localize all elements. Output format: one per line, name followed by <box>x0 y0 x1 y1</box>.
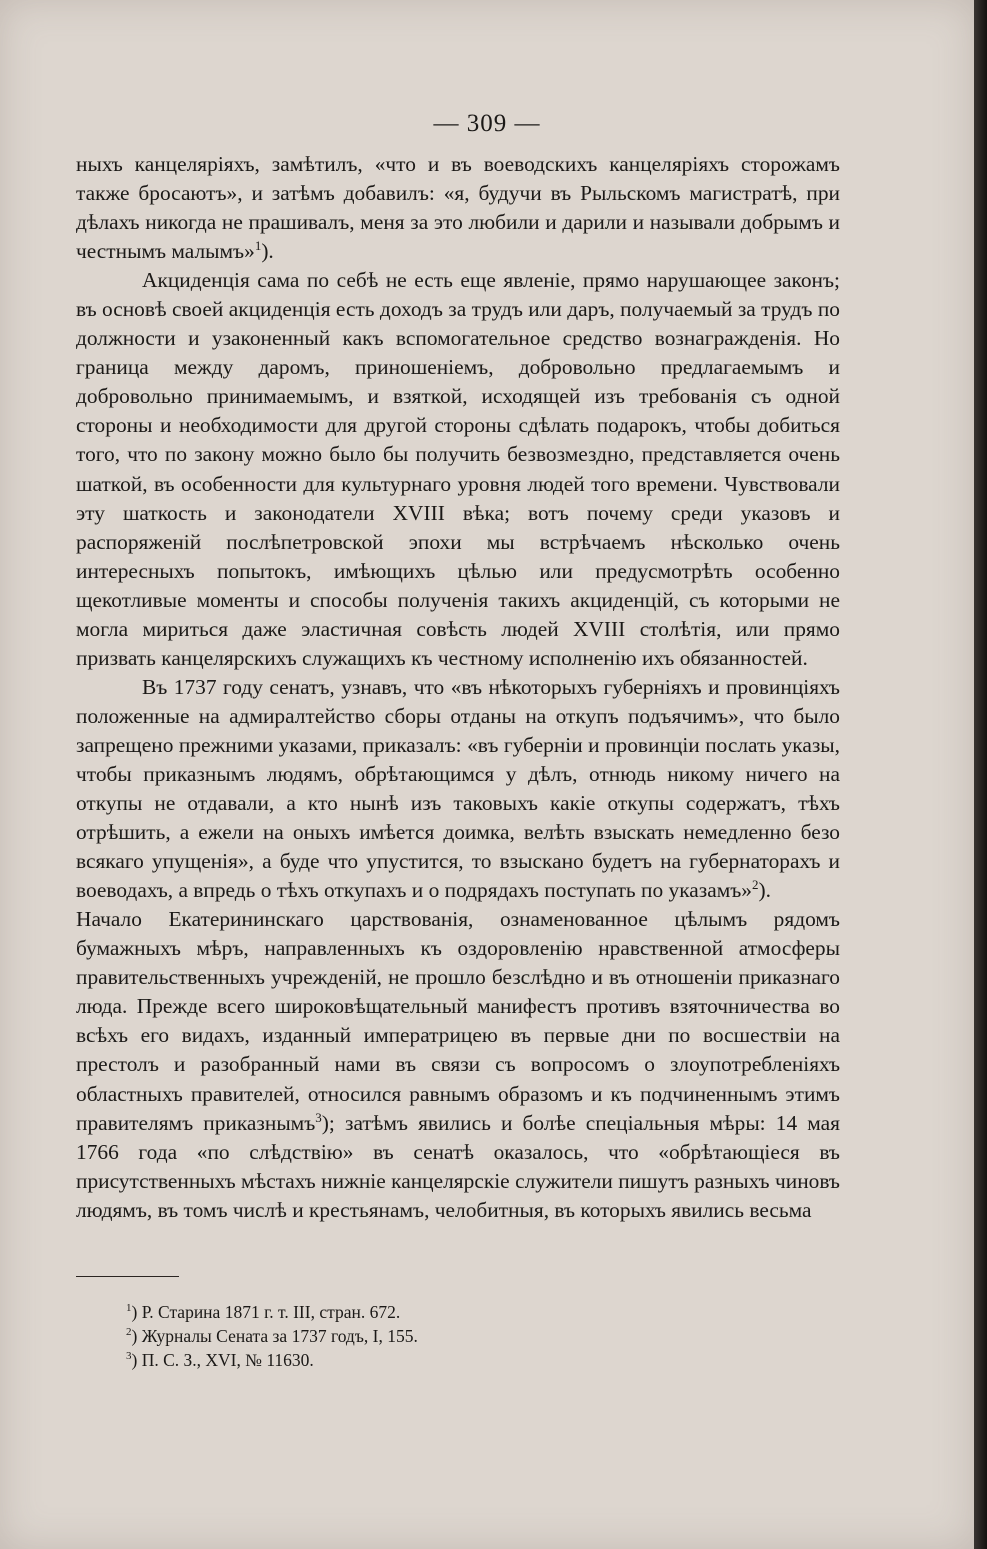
footnote-mark: 3 <box>126 1350 132 1363</box>
paragraph <box>76 266 840 673</box>
footnote-divider <box>76 1276 179 1277</box>
paragraph-text: Начало Екатерининскаго царствованія, ознаменованное цѣлымъ рядомъ бумажныхъ мѣръ, направленныхъ къ оздоровленію нравственной атмосферы правительственныхъ учрежденій, не прошло безслѣдно и въ отношеніи приказнаго люда. Прежде всего широковѣщательный манифестъ противъ взяточничества во всѣхъ его видахъ, изданный императрицею въ первые дни по восшествіи на престолъ и разобранный нами въ связи съ вопросомъ о злоупотребленіяхъ областныхъ правителей, относился равнымъ образомъ и къ подчиненнымъ этимъ правителямъ приказнымъ <box>76 907 840 1135</box>
paragraph-tail: ). <box>261 239 274 264</box>
footnote-ref[interactable]: 3 <box>315 1109 322 1125</box>
footnote-text: ) Журналы Сената за 1737 годъ, I, 155. <box>131 1326 418 1346</box>
footnote-text: ) Р. Старина 1871 г. т. III, стран. 672. <box>131 1302 401 1322</box>
page-number: — 309 — <box>433 110 541 137</box>
footnote-ref[interactable]: 1 <box>254 238 262 254</box>
footnote-text: ) П. С. З., XVI, № 11630. <box>131 1350 314 1370</box>
paragraph <box>76 673 840 905</box>
body-text <box>76 150 840 1225</box>
paragraph-text: ныхъ канцеляріяхъ, замѣтилъ, «что и въ воеводскихъ канцеляріяхъ сторожамъ также бросаютъ», и затѣмъ добавилъ: «я, будучи въ Рыльскомъ магистратѣ, при дѣлахъ никогда не прашивалъ, меня за это любили и дарили и называли добрымъ и честнымъ малымъ» <box>76 152 840 264</box>
paragraph-tail: ); затѣмъ явились и болѣе спеціальныя мѣры: 14 мая 1766 года «по слѣдствію» въ сенатѣ оказалось, что «обрѣтающіеся въ присутственныхъ мѣстахъ нижніе канцелярскіе служители пишутъ разныхъ чиновъ людямъ, въ томъ числѣ и крестьянамъ, челобитныя, въ которыхъ явились весьма <box>76 1110 840 1222</box>
paragraph-text: Акциденція сама по себѣ не есть еще явленіе, прямо нарушающее законъ; въ основѣ своей акциденція есть доходъ за трудъ или даръ, получаемый за трудъ по должности и узаконенный какъ вспомогательное средство вознагражденія. Но граница между даромъ, приношеніемъ, добровольно предлагаемымъ и добровольно принимаемымъ, и взяткой, исходящей изъ требованія съ одной стороны и необходимости для другой стороны сдѣлать подарокъ, чтобы добиться того, что по закону можно было бы получить безвозмездно, представляется очень шаткой, въ особенности для культурнаго уровня людей того времени. Чувствовали эту шаткость и законодатели XVIII вѣка; вотъ почему среди указовъ и распоряженій послѣпетровской эпохи мы встрѣчаемъ нѣсколько очень интересныхъ попытокъ, имѣющихъ цѣлью или предусмотрѣть особенно щекотливые моменты и способы полученія такихъ акциденцій, съ которыми не могла мириться даже эластичная совѣсть людей XVIII столѣтія, или прямо призвать канцелярскихъ служащихъ къ честному исполненію ихъ обязанностей. <box>76 268 840 670</box>
footnotes <box>126 1300 726 1372</box>
footnote <box>126 1300 726 1324</box>
footnote-mark: 1 <box>126 1302 132 1315</box>
footnote-mark: 2 <box>126 1326 132 1339</box>
paragraph <box>76 905 840 1225</box>
footnote <box>126 1324 726 1348</box>
page-edge <box>974 0 987 1549</box>
footnote <box>126 1348 726 1372</box>
paragraph-text: Въ 1737 году сенатъ, узнавъ, что «въ нѣкоторыхъ губерніяхъ и провинціяхъ положенные на адмиралтейство сборы отданы на откупъ подъячимъ», что было запрещено прежними указами, приказалъ: «въ губерніи и провинціи послать указы, чтобы приказнымъ людямъ, обрѣтающимся у дѣлъ, отнюдь никому ничего на откупы не отдавали, а кто нынѣ изъ таковыхъ какіе откупы содержатъ, тѣхъ отрѣшить, а ежели на оныхъ имѣется доимка, велѣть взыскать немедленно безо всякаго упущенія», а буде что упустится, то взыскано будетъ на губернаторахъ и воеводахъ, а впредь о тѣхъ откупахъ и о подрядахъ поступать по указамъ» <box>76 674 840 903</box>
paragraph-continued <box>76 150 840 266</box>
paragraph-tail: ). <box>758 878 771 903</box>
footnote-ref[interactable]: 2 <box>752 877 759 893</box>
